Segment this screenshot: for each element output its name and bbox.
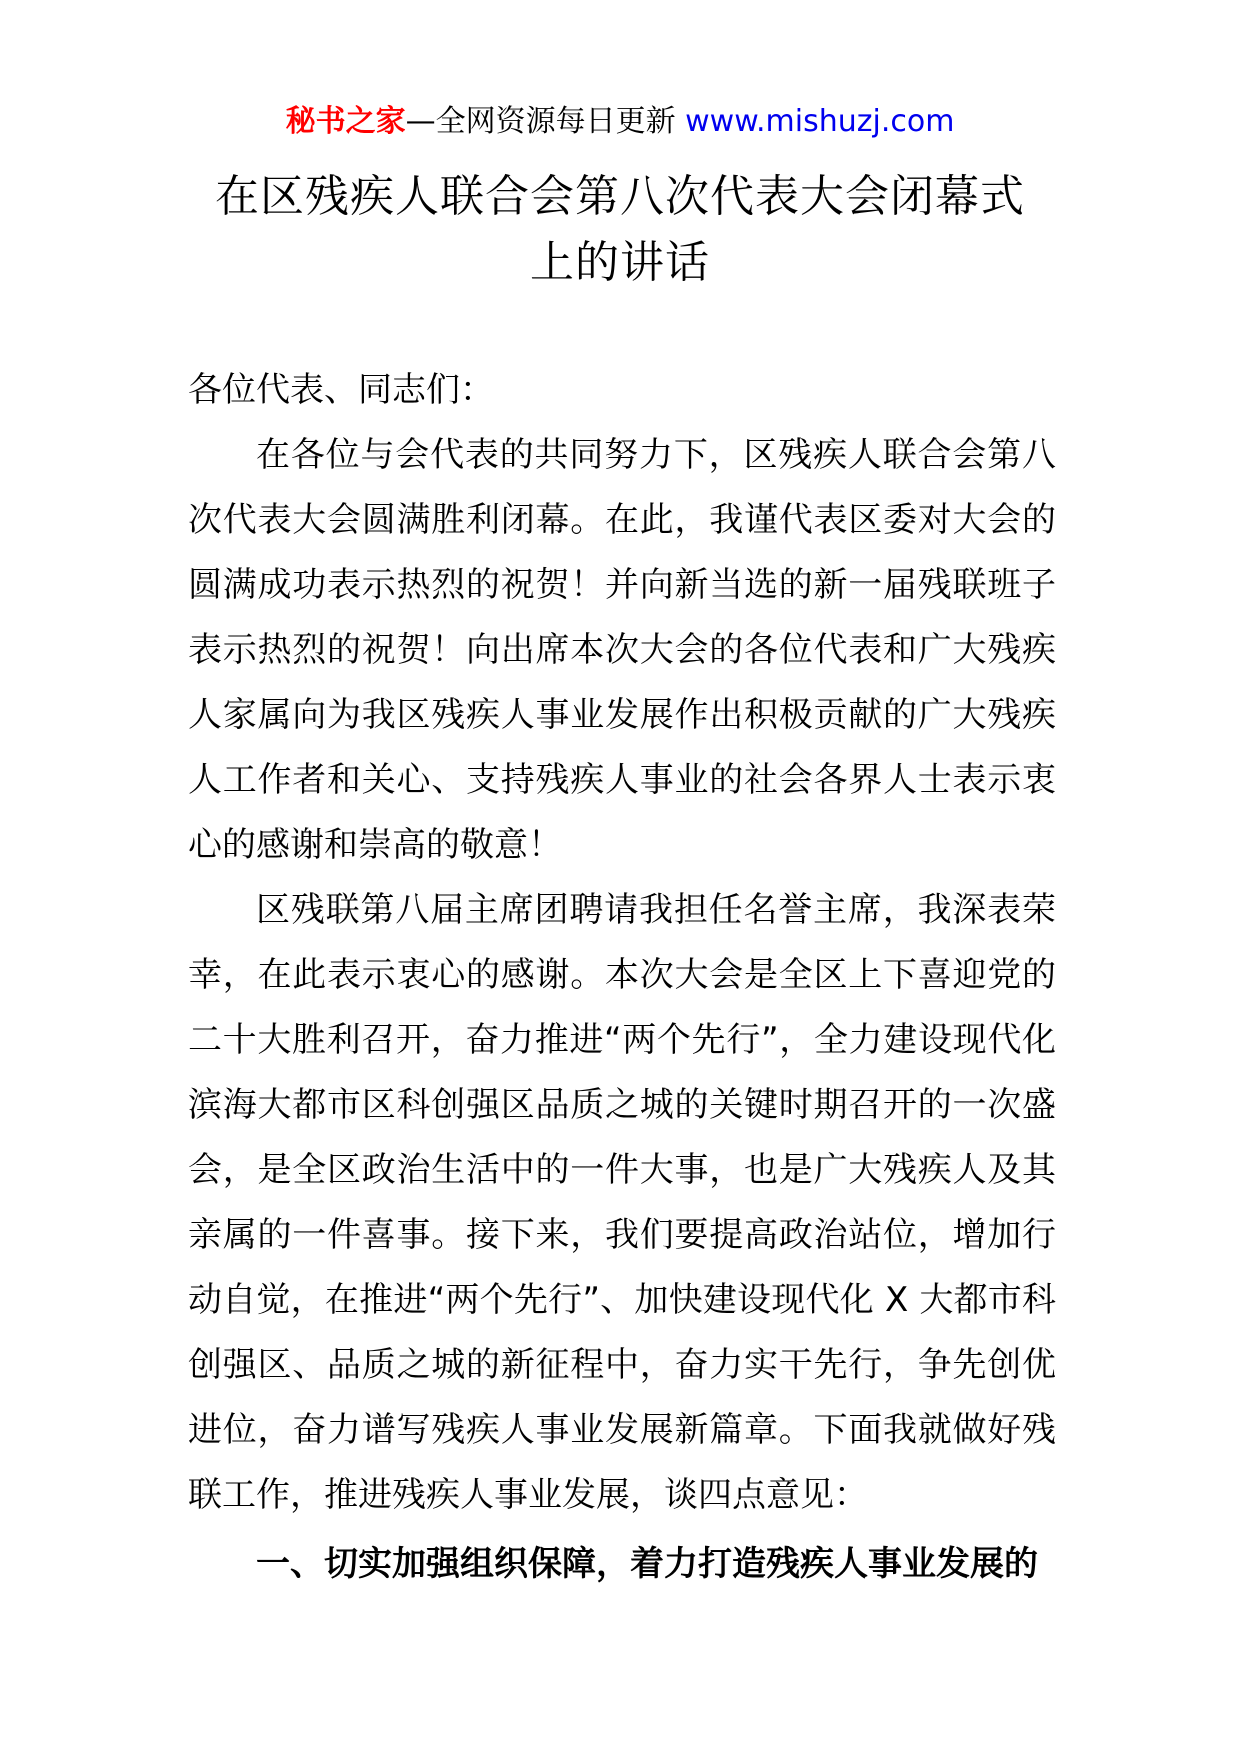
title-line-1: 在区残疾人联合会第八次代表大会闭幕式 (215, 171, 1025, 222)
salutation: 各位代表、同志们： (188, 370, 494, 410)
banner-tagline: —全网资源每日更新 (405, 104, 686, 139)
speech-body (188, 358, 1056, 1597)
brand-name: 秘书之家 (285, 104, 406, 139)
paragraph-1: 在各位与会代表的共同努力下，区残疾人联合会第八次代表大会圆满胜利闭幕。在此，我谨代表区委对大会的圆满成功表示热烈的祝贺！并向新当选的新一届残联班子表示热烈的祝贺！向出席本次大会的各位代表和广大残疾人家属向为我区残疾人事业发展作出积极贡献的广大残疾人工作者和关心、支持残疾人事业的社会各界人士表示衷心的感谢和崇高的敬意！ (188, 435, 1056, 865)
document-title (160, 164, 1080, 296)
source-banner (0, 100, 1240, 144)
website-link[interactable]: www.mishuzj.com (685, 104, 955, 139)
title-line-2: 上的讲话 (530, 237, 710, 288)
section-heading-1: 一、切实加强组织保障，着力打造残疾人事业发展的 (256, 1544, 1038, 1584)
paragraph-2: 区残联第八届主席团聘请我担任名誉主席，我深表荣幸，在此表示衷心的感谢。本次大会是全区上下喜迎党的二十大胜利召开，奋力推进“两个先行”，全力建设现代化滨海大都市区科创强区品质之城的关键时期召开的一次盛会，是全区政治生活中的一件大事，也是广大残疾人及其亲属的一件喜事。接下来，我们要提高政治站位，增加行动自觉，在推进“两个先行”、加快建设现代化 X 大都市科创强区、品质之城的新征程中，奋力实干先行，争先创优进位，奋力谱写残疾人事业发展新篇章。下面我就做好残联工作，推进残疾人事业发展，谈四点意见： (188, 890, 1056, 1515)
